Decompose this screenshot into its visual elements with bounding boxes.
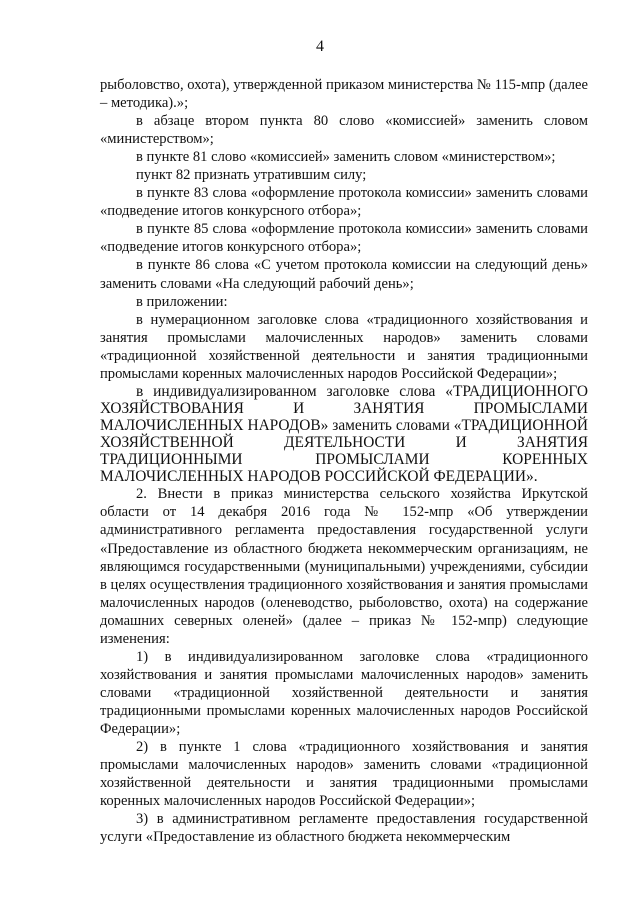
document-body — [100, 76, 588, 846]
paragraph: в пункте 83 слова «оформление протокола комиссии» заменить словами «подведение итогов конкурсного отбора»; — [100, 185, 588, 220]
paragraph: в пункте 86 слова «С учетом протокола комиссии на следующий день» заменить словами «На следующий рабочий день»; — [100, 257, 588, 292]
paragraph: 1) в индивидуализированном заголовке слова «традиционного хозяйствования и занятия промыслами малочисленных народов» заменить словами «традиционной хозяйственной деятельности и занятия традиционными промыслами коренных малочисленных народов Российской Федерации»; — [100, 648, 588, 737]
paragraph: в абзаце втором пункта 80 слово «комиссией» заменить словом «министерством»; — [100, 113, 588, 148]
paragraph: в индивидуализированном заголовке слова «ТРАДИЦИОННОГО ХОЗЯЙСТВОВАНИЯ И ЗАНЯТИЯ ПРОМЫСЛАМИ МАЛОЧИСЛЕННЫХ НАРОДОВ» заменить словами «ТРАДИЦИОННОЙ ХОЗЯЙСТВЕННОЙ ДЕЯТЕЛЬНОСТИ И ЗАНЯТИЯ ТРАДИЦИОННЫМИ ПРОМЫСЛАМИ КОРЕННЫХ МАЛОЧИСЛЕННЫХ НАРОДОВ РОССИЙСКОЙ ФЕДЕРАЦИИ». — [100, 382, 588, 486]
paragraph: в нумерационном заголовке слова «традиционного хозяйствования и занятия промыслами малочисленных народов» заменить словами «традиционной хозяйственной деятельности и занятия традиционными промыслами коренных малочисленных народов Российской Федерации»; — [100, 311, 588, 382]
paragraph: в пункте 81 слово «комиссией» заменить словом «министерством»; — [136, 149, 556, 166]
paragraph: в пункте 85 слова «оформление протокола комиссии» заменить словами «подведение итогов конкурсного отбора»; — [100, 221, 588, 256]
paragraph: 2. Внести в приказ министерства сельского хозяйства Иркутской области от 14 декабря 2016 года № 152-мпр «Об утверждении административного регламента предоставления государственной услуги «Предоставление из областного бюджета некоммерческим организациям, не являющимся государственными (муниципальными) учреждениями, субсидии в целях осуществления традиционного хозяйствования и занятия промыслами малочисленных народов (оленеводство, рыболовство, охота) на содержание домашних северных оленей» (далее – приказ № 152-мпр) следующие изменения: — [100, 486, 588, 647]
paragraph: в приложении: — [136, 293, 228, 310]
paragraph: пункт 82 признать утратившим силу; — [136, 167, 367, 184]
paragraph: рыболовство, охота), утвержденной приказом министерства № 115-мпр (далее – методика).»; — [100, 77, 588, 112]
paragraph: 2) в пункте 1 слова «традиционного хозяйствования и занятия промыслами малочисленных народов» заменить словами «традиционной хозяйственной деятельности и занятия традиционными промыслами коренных малочисленных народов Российской Федерации»; — [100, 739, 588, 810]
paragraph: 3) в административном регламенте предоставления государственной услуги «Предоставление из областного бюджета некоммерческим — [100, 811, 588, 846]
page-number: 4 — [316, 38, 324, 55]
